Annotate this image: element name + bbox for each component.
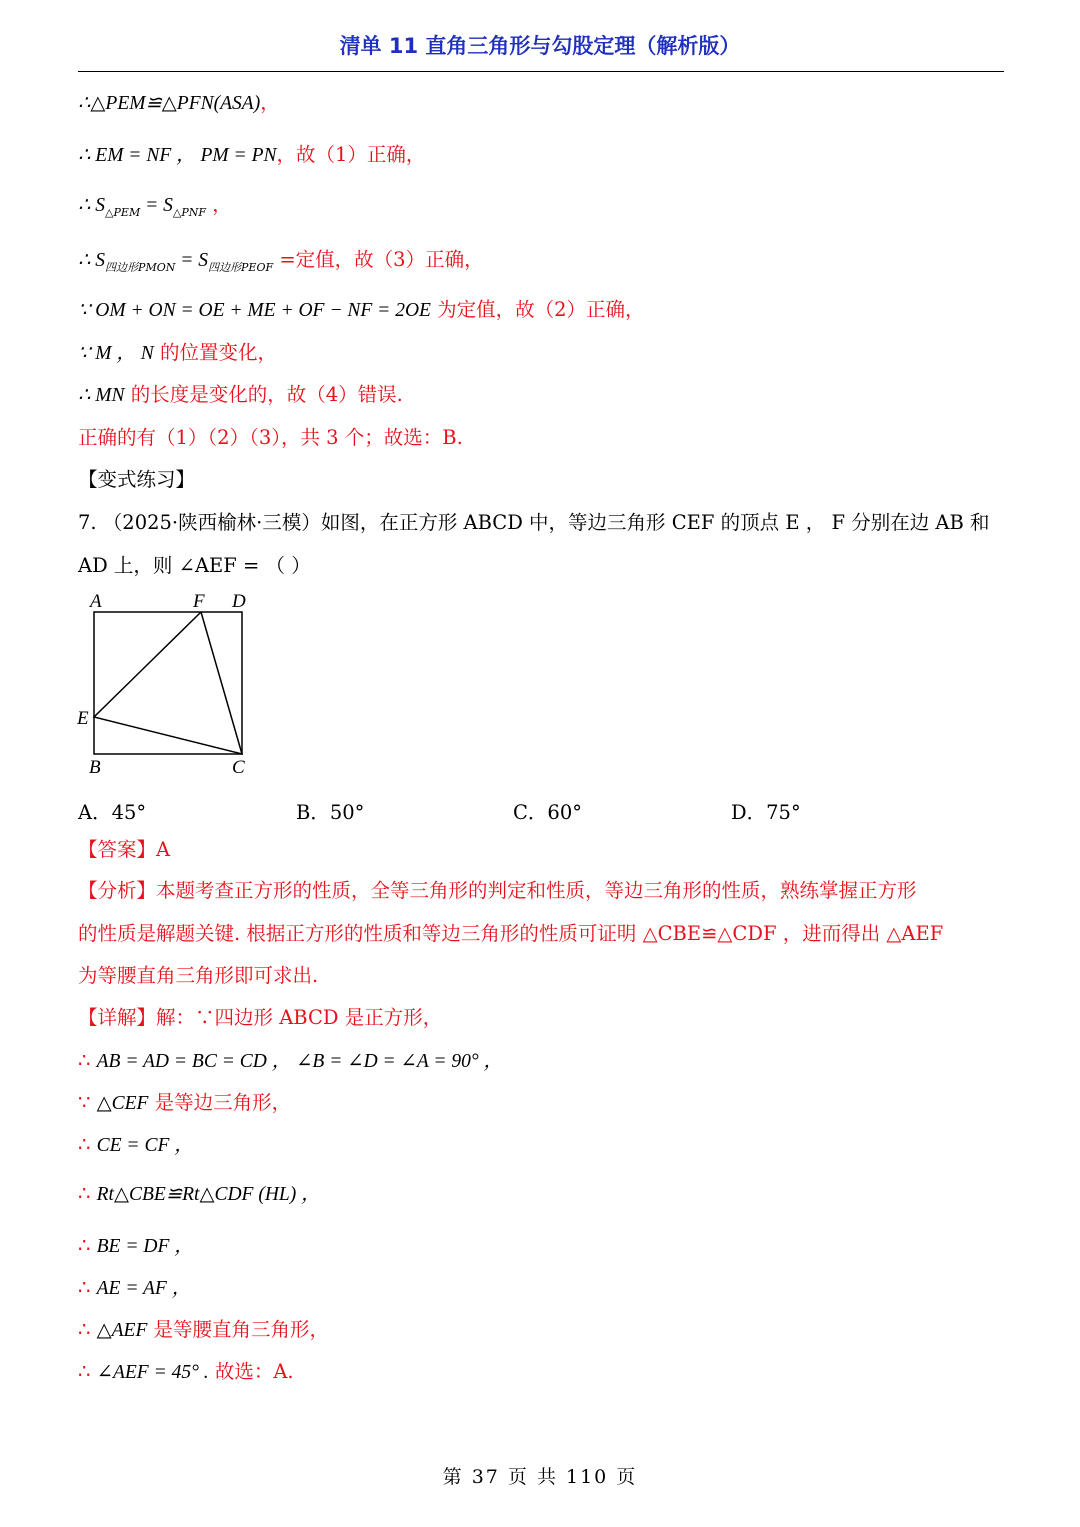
detail-line-4: ∴ CE = CF ， bbox=[78, 1133, 194, 1156]
question-7-line-2: AD 上，则 ∠AEF = （ ） bbox=[78, 554, 311, 577]
analysis-line-1: 【分析】本题考查正方形的性质，全等三角形的判定和性质，等边三角形的性质，熟练掌握正方形 bbox=[78, 879, 917, 902]
square-abcd bbox=[94, 612, 242, 754]
choice-a: A．45° bbox=[78, 801, 147, 824]
detail-line-5: ∴ Rt△CBE≌Rt△CDF (HL) ， bbox=[78, 1182, 321, 1205]
label-A: A bbox=[90, 591, 102, 612]
header-divider bbox=[78, 71, 1004, 72]
answer: 【答案】A bbox=[78, 838, 171, 861]
detail-line-2: ∴ AB = AD = BC = CD ， ∠B = ∠D = ∠A = 90° ， bbox=[78, 1049, 504, 1072]
label-C: C bbox=[232, 757, 245, 778]
proof-line-1: ∴△PEM≌△PFN(ASA)， bbox=[78, 91, 280, 114]
detail-line-8: ∴ △AEF 是等腰直角三角形， bbox=[78, 1318, 330, 1341]
detail-line-1: 【详解】解：∵四边形 ABCD 是正方形， bbox=[78, 1006, 443, 1029]
page-header-title: 清单 11 直角三角形与勾股定理（解析版） bbox=[339, 34, 741, 58]
analysis-line-3: 为等腰直角三角形即可求出. bbox=[78, 964, 319, 987]
label-D: D bbox=[232, 591, 246, 612]
proof-line-5: ∵ OM + ON = OE + ME + OF − NF = 2OE 为定值，故（2）正确， bbox=[78, 298, 645, 321]
choice-c: C．60° bbox=[513, 801, 582, 824]
detail-line-9: ∴ ∠AEF = 45° . 故选：A. bbox=[78, 1360, 294, 1383]
analysis-line-2: 的性质是解题关键. 根据正方形的性质和等边三角形的性质可证明 △CBE≌△CDF ，进而得出 △AEF bbox=[78, 922, 944, 945]
proof-line-7: ∴ MN 的长度是变化的，故（4）错误. bbox=[78, 383, 403, 406]
proof-line-4: ∴ $S_{四边形PMON} = S_{四边形PEOF}$ =定值，故（3）正确， bbox=[78, 248, 484, 274]
page-number-footer: 第 37 页 共 110 页 bbox=[442, 1466, 638, 1488]
label-B: B bbox=[89, 757, 101, 778]
proof-line-3: ∴ $S_{\triangle PEM} = S_{\triangle PNF}$ ， bbox=[78, 193, 232, 219]
detail-line-6: ∴ BE = DF ， bbox=[78, 1234, 194, 1257]
proof-conclusion: 正确的有（1）（2）（3），共 3 个；故选：B. bbox=[78, 426, 463, 449]
triangle-cef bbox=[94, 612, 242, 754]
detail-line-7: ∴ AE = AF ， bbox=[78, 1276, 192, 1299]
question-7-line-1: 7. （2025·陕西榆林·三模）如图，在正方形 ABCD 中，等边三角形 CEF 的顶点 E ， F 分别在边 AB 和 bbox=[78, 511, 990, 534]
label-F: F bbox=[193, 591, 205, 612]
square-triangle-figure bbox=[74, 588, 264, 783]
detail-line-3: ∵ △CEF 是等边三角形， bbox=[78, 1091, 292, 1114]
choice-b: B．50° bbox=[296, 801, 365, 824]
choice-d: D．75° bbox=[731, 801, 801, 824]
label-E: E bbox=[77, 708, 89, 729]
proof-line-6: ∵ M ， N 的位置变化， bbox=[78, 341, 277, 364]
proof-line-2: ∴ EM = NF ， PM = PN，故（1）正确， bbox=[78, 143, 426, 166]
section-heading-variant-practice: 【变式练习】 bbox=[78, 468, 196, 491]
